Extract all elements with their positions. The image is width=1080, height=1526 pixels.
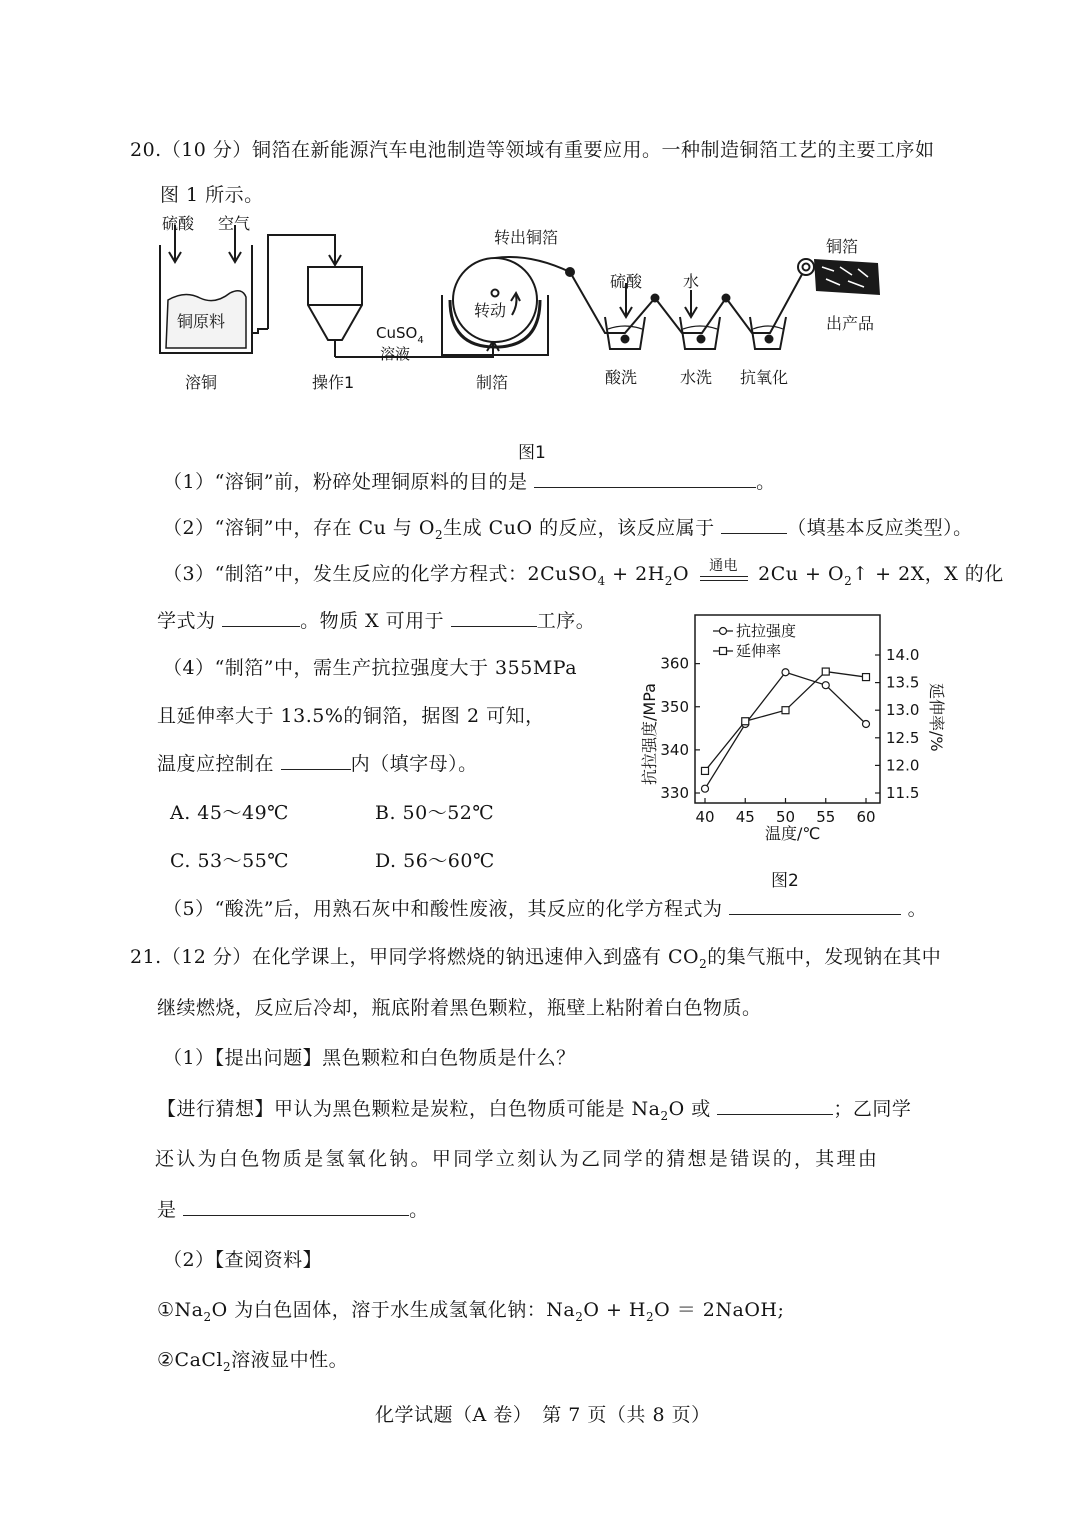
y-right-tick-label: 13.5	[886, 673, 920, 692]
q21-number: 21.	[130, 946, 162, 968]
y-right-tick-label: 13.0	[886, 701, 920, 720]
legend-item: 延伸率	[736, 642, 782, 660]
data-point-circle	[822, 682, 829, 689]
q21-guess-line1	[157, 1096, 911, 1129]
info-part: ①Na	[157, 1299, 204, 1321]
q20-part3-cont	[157, 608, 595, 634]
q20-part4-a: 温度应控制在	[157, 753, 275, 775]
subscript: 2	[664, 573, 673, 588]
q20-part1-text: （1）“溶铜”前，粉碎处理铜原料的目的是	[163, 471, 528, 493]
subscript: 2	[699, 956, 708, 971]
q20-part4-line3	[157, 751, 478, 777]
data-point-square	[822, 668, 829, 675]
q20-intro-line1	[130, 137, 934, 163]
y-right-tick-label: 12.0	[886, 756, 920, 775]
q21-part2-heading: （2）【查阅资料】	[163, 1249, 323, 1271]
x-tick-label: 55	[816, 808, 836, 826]
x-tick-label: 50	[775, 808, 796, 826]
info-part: O 为白色固体，溶于水生成氢氧化钠：Na	[211, 1299, 576, 1321]
y-left-tick-label: 330	[660, 784, 689, 802]
q21-guess-c: ；乙同学	[833, 1098, 912, 1120]
q21-guess-a: 【进行猜想】甲认为黑色颗粒是炭粒，白色物质可能是 Na	[157, 1098, 661, 1120]
info-part: 溶液显中性。	[231, 1349, 349, 1371]
label-rotate: 转动	[474, 301, 507, 320]
equation-part: （3）“制箔”中，发生反应的化学方程式：2CuSO	[163, 563, 598, 585]
label-product: 出产品	[826, 314, 875, 333]
label-foil-out: 转出铜箔	[494, 228, 559, 247]
stage-label: 制箔	[476, 373, 509, 392]
q20-score: （10 分）	[161, 139, 252, 161]
y-right-tick-label: 11.5	[886, 784, 920, 802]
q20-part4-line2: 且延伸率大于 13.5%的铜箔，据图 2 可知，	[157, 705, 545, 727]
q20-part4-line1: （4）“制箔”中，需生产抗拉强度大于 355MPa	[163, 657, 578, 679]
stage-label: 酸洗	[605, 368, 638, 387]
answer-blank[interactable]	[183, 1197, 409, 1216]
series-line-1	[705, 672, 866, 788]
label-water: 水	[683, 272, 700, 291]
q20-part5-text: （5）“酸洗”后，用熟石灰中和酸性废液，其反应的化学方程式为	[163, 898, 723, 920]
y-axis-label-right: 延伸率/%	[927, 683, 946, 752]
label-air: 空气	[218, 214, 251, 233]
answer-blank[interactable]	[717, 1096, 833, 1115]
stage-label: 水洗	[680, 368, 713, 387]
label-solution: 溶液	[380, 345, 411, 363]
x-axis-label: 温度/℃	[765, 824, 821, 843]
data-point-circle	[782, 669, 789, 676]
x-tick-label: 45	[735, 808, 755, 826]
subscript: 2	[435, 527, 444, 542]
figure-1-process-diagram	[150, 205, 910, 400]
q21-part1-question: （1）【提出问题】黑色颗粒和白色物质是什么？	[163, 1047, 576, 1069]
data-point-square	[742, 718, 749, 725]
equation-part: ↑ + 2X，X 的化	[852, 563, 1004, 585]
y-right-tick-label: 12.5	[886, 728, 920, 747]
q20-part2-b: 生成 CuO 的反应，该反应属于	[443, 517, 715, 539]
q20-part1	[163, 469, 776, 495]
q21-info1	[157, 1297, 784, 1330]
q21-intro-line1	[130, 944, 941, 977]
option-c: C. 53～55℃	[170, 850, 290, 872]
subscript: 2	[223, 1359, 232, 1374]
subscript: 2	[646, 1309, 655, 1324]
q21-guess3-a: 是	[157, 1199, 177, 1221]
equation-part: + 2H	[605, 563, 665, 585]
equation-part: O	[672, 563, 690, 585]
label-copper-raw: 铜原料	[177, 312, 226, 331]
answer-blank[interactable]	[729, 896, 901, 915]
series-line-2	[705, 672, 866, 771]
y-left-tick-label: 350	[660, 697, 689, 716]
q21-guess-line2: 还认为白色物质是氢氧化钠。甲同学立刻认为乙同学的猜想是错误的，其理由	[155, 1148, 880, 1170]
figure-2-chart	[625, 605, 960, 850]
q21-guess-line3	[157, 1197, 429, 1223]
subscript: 4	[597, 573, 606, 588]
answer-blank[interactable]	[281, 751, 351, 770]
equation-part: 2Cu + O	[758, 563, 845, 585]
stage-label: 操作1	[312, 373, 355, 392]
info-part: O + H	[583, 1299, 647, 1321]
q20-part2-c: （填基本反应类型）。	[787, 517, 973, 539]
data-point-square	[782, 707, 789, 714]
q20-part3-c: 工序。	[536, 610, 596, 632]
answer-blank[interactable]	[534, 469, 756, 488]
stage-label: 抗氧化	[740, 368, 789, 387]
y-left-tick-label: 340	[660, 740, 689, 759]
q20-part2	[163, 515, 973, 548]
legend-circle-marker	[720, 628, 727, 635]
data-point-square	[702, 767, 709, 774]
q21-info2	[157, 1347, 348, 1380]
reaction-condition	[696, 558, 752, 589]
y-left-tick-label: 360	[660, 654, 689, 673]
data-point-square	[863, 674, 870, 681]
q20-part2-a: （2）“溶铜”中，存在 Cu 与 O	[163, 517, 435, 539]
subscript: 2	[660, 1108, 669, 1123]
equals-sign	[700, 576, 748, 581]
y-right-tick-label: 14.0	[886, 646, 920, 664]
option-d: D. 56～60℃	[375, 850, 495, 872]
q21-guess3-b: 。	[409, 1199, 429, 1221]
answer-blank[interactable]	[451, 608, 537, 627]
x-tick-label: 40	[695, 808, 715, 826]
q20-part3-b: 。物质 X 可用于	[300, 610, 445, 632]
q20-part4-b: 内（填字母）。	[350, 753, 478, 775]
figure-1-caption: 图1	[518, 443, 546, 463]
data-point-circle	[702, 785, 709, 792]
page-footer: 化学试题（A 卷） 第 7 页（共 8 页）	[375, 1404, 711, 1426]
q21-intro-b: 的集气瓶中，发现钠在其中	[707, 946, 942, 968]
info-part: ②CaCl	[157, 1349, 224, 1371]
label-cuso4: CuSO$_4$	[376, 324, 424, 346]
q21-score: （12 分）	[161, 946, 252, 968]
label-foil: 铜箔	[826, 237, 859, 256]
data-point-circle	[863, 721, 870, 728]
label-acid: 硫酸	[610, 272, 643, 291]
legend	[713, 622, 796, 660]
figure-2-caption: 图2	[771, 871, 799, 891]
q20-part3-equation	[163, 558, 1004, 594]
option-b: B. 50～52℃	[375, 802, 495, 824]
subscript: 2	[575, 1309, 584, 1324]
q20-intro-text: 铜箔在新能源汽车电池制造等领域有重要应用。一种制造铜箔工艺的主要工序如	[251, 139, 935, 161]
label-sulfuric-acid-in: 硫酸	[162, 214, 195, 233]
q21-intro-line2: 继续燃烧，反应后冷却，瓶底附着黑色颗粒，瓶壁上粘附着白色物质。	[157, 997, 762, 1019]
info-part: O ＝ 2NaOH;	[654, 1299, 785, 1321]
x-tick-label: 60	[856, 808, 876, 826]
q21-guess-b: O 或	[668, 1098, 711, 1120]
answer-blank[interactable]	[721, 515, 787, 534]
q20-number: 20.	[130, 139, 162, 161]
legend-square-marker	[720, 648, 727, 655]
q20-part5	[163, 896, 927, 922]
q21-intro-a: 在化学课上，甲同学将燃烧的钠迅速伸入到盛有 CO	[251, 946, 700, 968]
answer-blank[interactable]	[222, 608, 300, 627]
q20-part5-end: 。	[907, 898, 928, 920]
q20-part1-end: 。	[756, 471, 776, 493]
condition-text: 通电	[709, 558, 739, 574]
legend-item: 抗拉强度	[736, 622, 797, 640]
q20-part3-a: 学式为	[157, 610, 216, 632]
subscript: 2	[203, 1309, 212, 1324]
q20-intro-line2: 图 1 所示。	[160, 184, 264, 206]
stage-label: 溶铜	[185, 373, 218, 392]
option-a: A. 45～49℃	[170, 802, 289, 824]
y-axis-label-left: 抗拉强度/MPa	[640, 683, 659, 785]
subscript: 2	[844, 573, 853, 588]
